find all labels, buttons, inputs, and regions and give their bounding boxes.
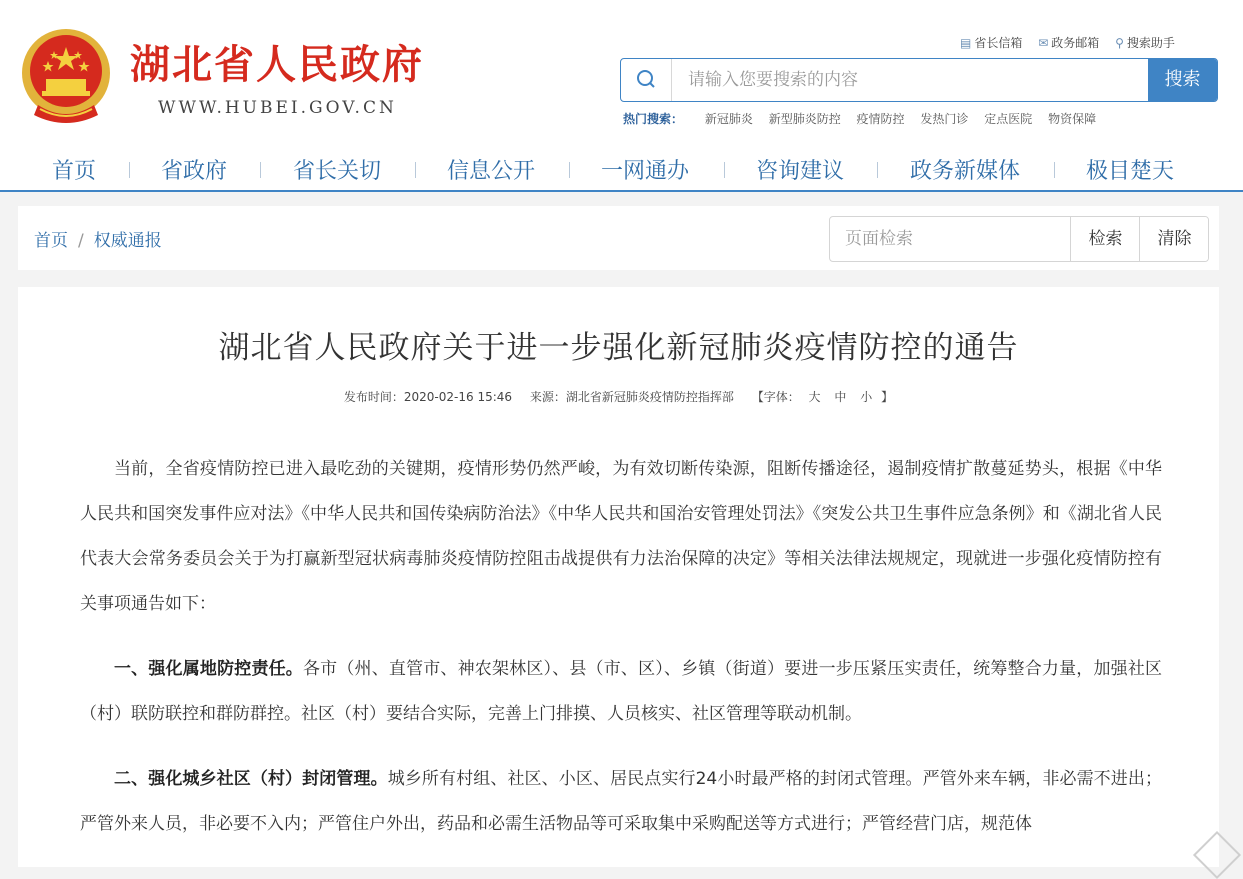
search-icon — [621, 59, 672, 101]
page-search-button[interactable]: 检索 — [1070, 217, 1140, 261]
gov-email-link[interactable] — [1038, 36, 1099, 50]
breadcrumb-separator: / — [78, 231, 84, 251]
nav-divider — [260, 162, 261, 178]
national-emblem-icon — [18, 27, 114, 127]
font-size-close: 】 — [881, 390, 894, 404]
nav-divider — [129, 162, 130, 178]
nav-one-stop-service[interactable]: 一网通办 — [601, 159, 690, 184]
font-size-medium[interactable]: 中 — [834, 390, 847, 404]
article-intro — [80, 447, 1162, 627]
nav-provincial-government[interactable]: 省政府 — [161, 159, 228, 184]
main-nav — [0, 150, 1243, 188]
item-1-body: 各市（州、直管市、神农架林区）、县（市、区）、乡镇（街道）要进一步压紧压实责任，统筹整合力量，加强社区（村）联防联控和群防群控。社区（村）要结合实际，完善上门排摸、人员核实、社区管理等联动机制。 — [80, 659, 1162, 724]
nav-new-media[interactable]: 政务新媒体 — [910, 159, 1021, 184]
breadcrumb-bar — [18, 206, 1219, 270]
article-meta — [18, 388, 1219, 405]
nav-jimu-chutian[interactable]: 极目楚天 — [1086, 159, 1175, 184]
hot-search-item[interactable]: 新型肺炎防控 — [768, 112, 841, 126]
hot-search-item[interactable]: 定点医院 — [984, 112, 1033, 126]
article-container — [18, 287, 1219, 867]
search-assistant-label: 搜索助手 — [1126, 36, 1175, 50]
hot-search-item[interactable]: 疫情防控 — [856, 112, 905, 126]
hot-search-label: 热门搜索： — [623, 112, 684, 126]
hot-search-item[interactable]: 发热门诊 — [920, 112, 969, 126]
nav-home[interactable]: 首页 — [52, 159, 97, 184]
hot-searches — [623, 110, 1108, 127]
search-assistant-link[interactable] — [1115, 36, 1175, 50]
hot-search-item[interactable]: 物资保障 — [1048, 112, 1097, 126]
breadcrumb-home[interactable]: 首页 — [34, 231, 68, 251]
publish-date: 发布时间：2020-02-16 15:46 — [343, 390, 513, 404]
item-2-body: 城乡所有村组、社区、小区、居民点实行24小时最严格的封闭式管理。严管外来车辆，非必需不进出；严管外来人员，非必要不入内；严管住户外出，药品和必需生活物品等可采取集中采购配送等方式进行；严管经营门店，规范体 — [80, 769, 1162, 834]
item-2-heading: 二、强化城乡社区（村）封闭管理。 — [114, 769, 388, 789]
breadcrumb — [34, 226, 162, 251]
nav-governor-concerns[interactable]: 省长关切 — [293, 159, 382, 184]
font-size-small[interactable]: 小 — [860, 390, 873, 404]
font-size-label: 【字体： — [751, 390, 800, 404]
font-size-large[interactable]: 大 — [808, 390, 821, 404]
mailbox-icon: ▤ — [960, 36, 972, 50]
search-icon: ⚲ — [1115, 36, 1124, 50]
governor-mailbox-label: 省长信箱 — [974, 36, 1023, 50]
page-search-input[interactable] — [830, 217, 1070, 261]
article-source: 来源：湖北省新冠肺炎疫情防控指挥部 — [529, 390, 734, 404]
nav-consultation[interactable]: 咨询建议 — [756, 159, 845, 184]
intro-paragraph: 当前，全省疫情防控已进入最吃劲的关键期，疫情形势仍然严峻，为有效切断传染源，阻断传播途径，遏制疫情扩散蔓延势头，根据《中华人民共和国突发事件应对法》《中华人民共和国传染病防治法》《中华人民共和国治安管理处罚法》《突发公共卫生事件应急条例》和《湖北省人民代表大会常务委员会关于为打赢新型冠状病毒肺炎疫情防控阻击战提供有力法治保障的决定》等相关法律法规规定，现就进一步强化疫情防控有关事项通告如下： — [80, 459, 1162, 614]
item-1-heading: 一、强化属地防控责任。 — [114, 659, 303, 679]
breadcrumb-current[interactable]: 权威通报 — [93, 231, 162, 251]
page-clear-button[interactable]: 清除 — [1139, 217, 1209, 261]
article-title: 湖北省人民政府关于进一步强化新冠肺炎疫情防控的通告 — [218, 330, 1019, 366]
nav-divider — [1054, 162, 1055, 178]
page-search — [829, 216, 1209, 262]
article-item-2 — [80, 757, 1162, 847]
envelope-icon: ✉ — [1038, 36, 1049, 50]
nav-divider — [569, 162, 570, 178]
nav-divider — [724, 162, 725, 178]
hot-search-item[interactable]: 新冠肺炎 — [704, 112, 753, 126]
site-url[interactable]: WWW.HUBEI.GOV.CN — [158, 98, 397, 118]
item-2-paragraph — [80, 757, 1162, 847]
site-search — [620, 58, 1218, 102]
site-title[interactable]: 湖北省人民政府 — [130, 42, 424, 88]
nav-divider — [877, 162, 878, 178]
governor-mailbox-link[interactable] — [960, 36, 1022, 50]
search-input[interactable] — [672, 59, 1148, 101]
top-links — [960, 34, 1187, 52]
search-button[interactable]: 搜索 — [1148, 59, 1217, 101]
gov-email-label: 政务邮箱 — [1051, 36, 1100, 50]
nav-information-disclosure[interactable]: 信息公开 — [447, 159, 536, 184]
article-item-1 — [80, 647, 1162, 737]
site-header — [0, 0, 1243, 192]
nav-divider — [415, 162, 416, 178]
item-1-paragraph — [80, 647, 1162, 737]
